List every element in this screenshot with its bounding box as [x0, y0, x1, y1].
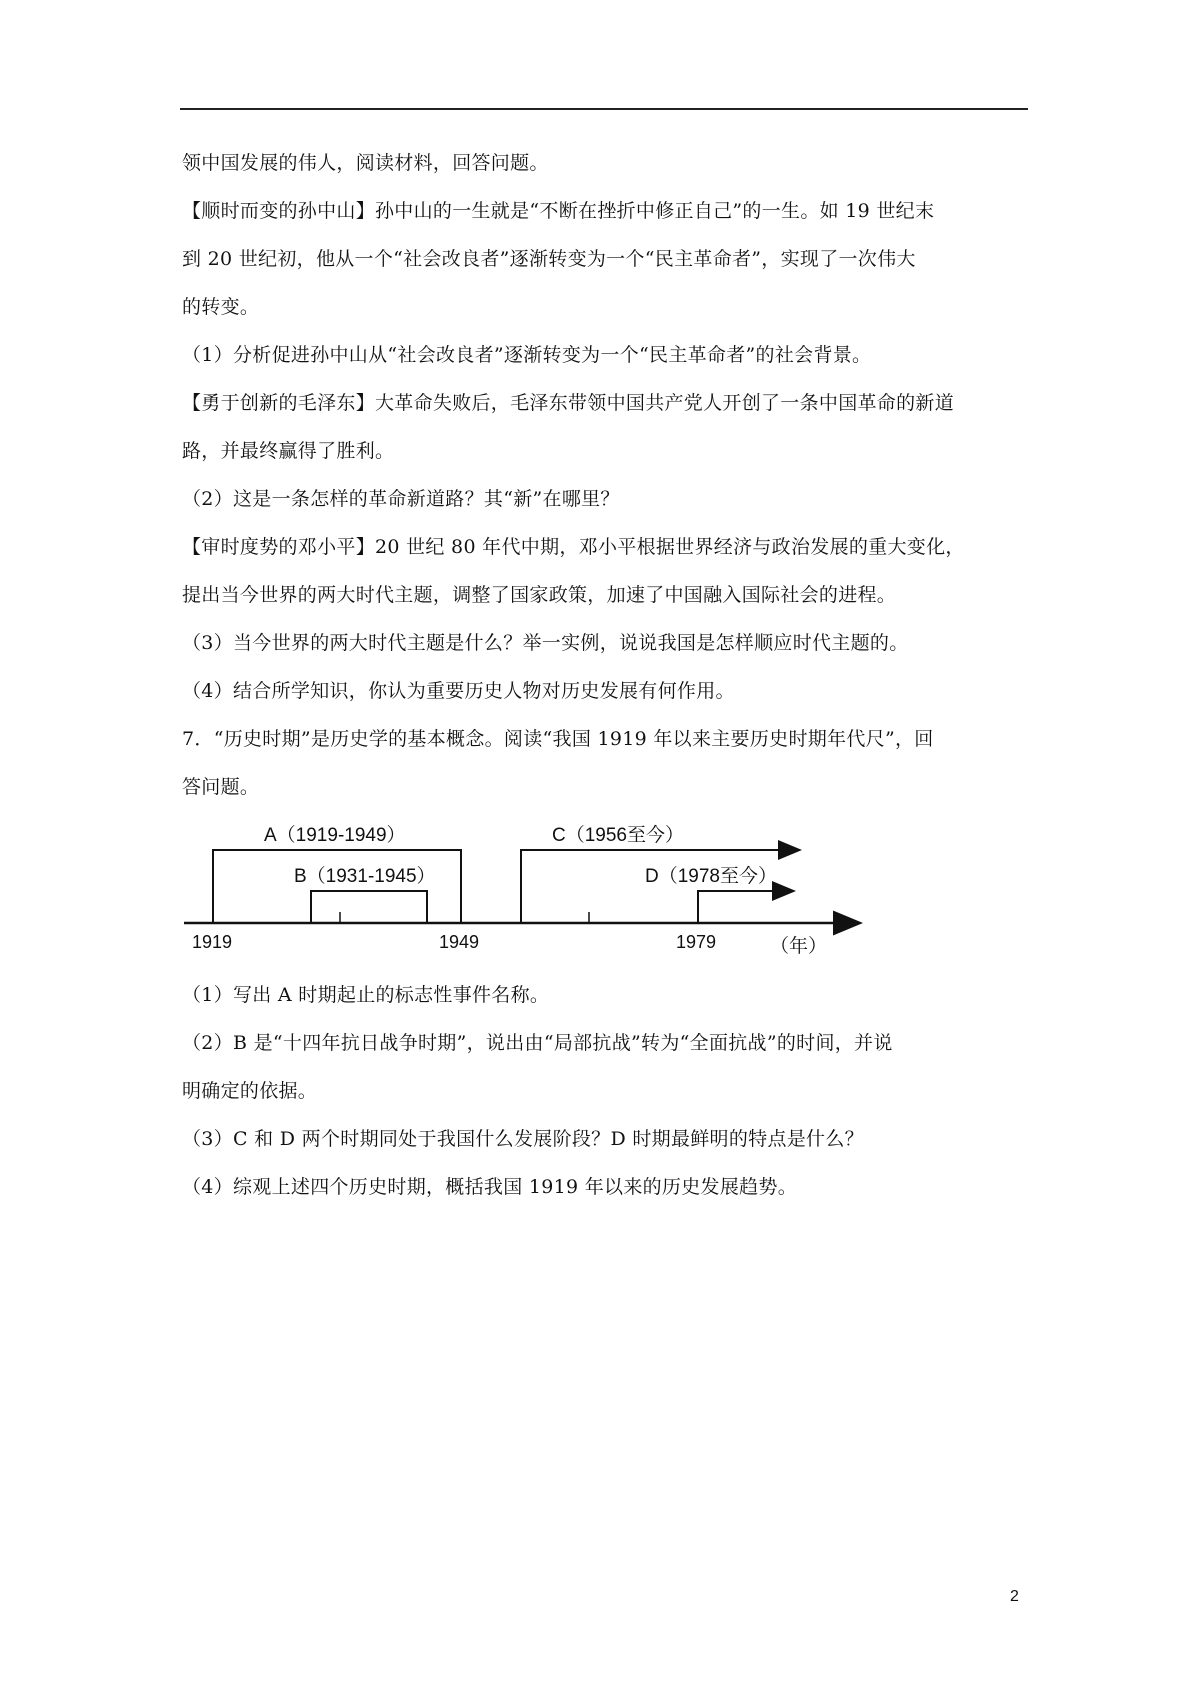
passage [182, 150, 1028, 822]
tick-label-1979: 1979 [676, 932, 717, 952]
header-rule [180, 108, 1028, 110]
question-line: （2）B 是“十四年抗日战争时期”，说出由“局部抗战”转为“全面抗战”的时间，并说 [182, 1032, 893, 1054]
text-line: （4）结合所学知识，你认为重要历史人物对历史发展有何作用。 [182, 680, 735, 702]
text-line: （2）这是一条怎样的革命新道路？其“新”在哪里？ [182, 488, 620, 510]
text-line: 提出当今世界的两大时代主题，调整了国家政策，加速了中国融入国际社会的进程。 [182, 584, 897, 606]
timeline-diagram [180, 820, 870, 962]
page-number: 2 [1010, 1588, 1019, 1605]
text-line: 【审时度势的邓小平】20 世纪 80 年代中期，邓小平根据世界经济与政治发展的重大变化， [182, 536, 965, 558]
axis-unit-label: （年） [770, 936, 828, 957]
text-line: 【顺时而变的孙中山】孙中山的一生就是“不断在挫折中修正自己”的一生。如 19 世纪末 [182, 200, 935, 222]
text-line: 的转变。 [182, 296, 260, 318]
period-b-label: B（1931-1945） [294, 866, 436, 887]
text-line: 【勇于创新的毛泽东】大革命失败后，毛泽东带领中国共产党人开创了一条中国革命的新道 [182, 392, 955, 414]
text-line: 到 20 世纪初，他从一个“社会改良者”逐渐转变为一个“民主革命者”，实现了一次伟大 [182, 248, 916, 270]
period-d-label: D（1978至今） [645, 866, 777, 887]
period-d-arrow [698, 891, 792, 923]
question-line: 明确定的依据。 [182, 1080, 318, 1102]
period-b-bracket [311, 891, 427, 923]
text-line: 路，并最终赢得了胜利。 [182, 440, 395, 462]
question-line: （3）C 和 D 两个时期同处于我国什么发展阶段？D 时期最鲜明的特点是什么？ [182, 1128, 864, 1150]
period-a-label: A（1919-1949） [264, 825, 406, 846]
text-line: （3）当今世界的两大时代主题是什么？举一实例，说说我国是怎样顺应时代主题的。 [182, 632, 909, 654]
question-line: （4）综观上述四个历史时期，概括我国 1919 年以来的历史发展趋势。 [182, 1176, 798, 1198]
period-c-label: C（1956至今） [552, 825, 684, 846]
text-line: 领中国发展的伟人，阅读材料，回答问题。 [182, 152, 549, 174]
text-line: 答问题。 [182, 776, 260, 798]
question-line: （1）写出 A 时期起止的标志性事件名称。 [182, 984, 550, 1006]
text-line: 7．“历史时期”是历史学的基本概念。阅读“我国 1919 年以来主要历史时期年代尺”，回 [182, 728, 934, 750]
text-line: （1）分析促进孙中山从“社会改良者”逐渐转变为一个“民主革命者”的社会背景。 [182, 344, 872, 366]
questions [182, 982, 1028, 1222]
tick-label-1949: 1949 [439, 932, 480, 952]
tick-label-1919: 1919 [192, 932, 233, 952]
